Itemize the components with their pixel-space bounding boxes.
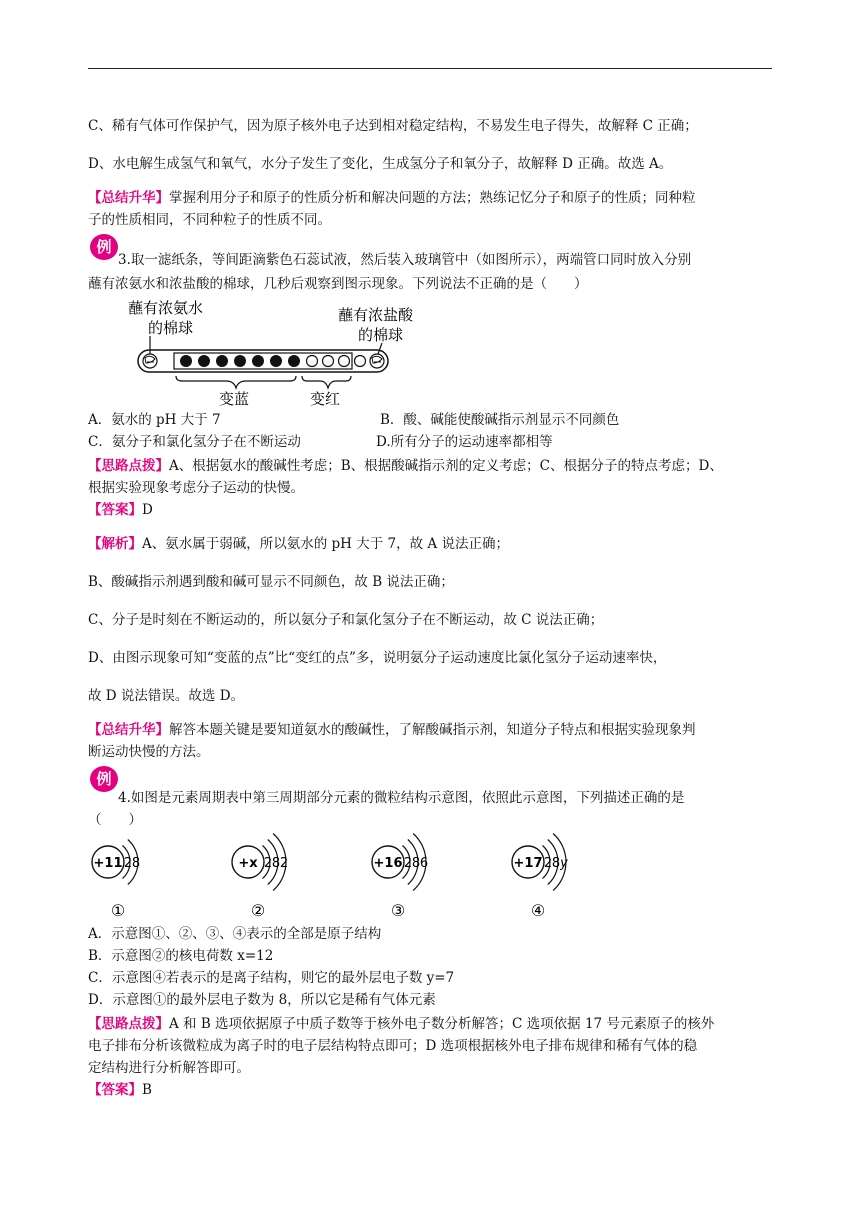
q4-hint-cont-2: 定结构进行分析解答即可。 (88, 1060, 250, 1076)
red-spot (339, 356, 350, 367)
example-badge-3: 例 (88, 234, 122, 260)
q3-explanation-1: 【解析】A、氨水属于弱碱，所以氨水的 pH 大于 7，故 A 说法正确； (88, 536, 509, 552)
atom-diagram (92, 840, 140, 921)
shell-electron-count: 2 (263, 856, 273, 871)
shell-electron-count: 8 (131, 856, 141, 871)
q4-option-c: C．示意图④若表示的是离子结构，则它的最外层电子数 y=7 (88, 970, 455, 986)
q3-option-d: D.所有分子的运动速率都相等 (376, 434, 553, 450)
diagram-number: ③ (390, 901, 406, 920)
explanation-c: C、稀有气体可作保护气，因为原子核外电子达到相对稳定结构，不易发生电子得失，故解释 C 正确； (88, 118, 698, 134)
q3-hint-cont: 根据实验现象考虑分子运动的快慢。 (88, 480, 304, 496)
diagram-number: ① (110, 901, 126, 920)
shell-electron-count: 2 (123, 856, 133, 871)
q3-explanation-3: C、分子是时刻在不断运动的，所以氨分子和氯化氢分子在不断运动，故 C 说法正确； (88, 612, 604, 628)
q4-answer: 【答案】B (88, 1082, 152, 1098)
q3-explanation-5: 故 D 说法错误。故选 D。 (88, 688, 245, 704)
blue-spot (198, 355, 210, 367)
shell-electron-count: 2 (543, 856, 553, 871)
q4-option-d: D．示意图①的最外层电子数为 8，所以它是稀有气体元素 (88, 992, 436, 1008)
q3-option-c: C．氨分子和氯化氢分子在不断运动 (88, 434, 301, 450)
blue-spot (234, 355, 246, 367)
q3-answer: 【答案】D (88, 502, 153, 518)
q3-option-b: B．酸、碱能使酸碱指示剂显示不同颜色 (380, 412, 620, 428)
blue-spot (270, 355, 282, 367)
summary-1: 【总结升华】掌握利用分子和原子的性质分析和解决问题的方法；熟练记忆分子和原子的性质；同种粒 (88, 190, 696, 206)
question-3-line1: 3.取一滤纸条，等间距滴紫色石蕊试液，然后装入玻璃管中（如图所示），两端管口同时放入分别 (118, 252, 692, 268)
nucleus-charge: +17 (513, 856, 543, 871)
shell-electron-count: y (560, 856, 568, 871)
atom-diagram (512, 834, 568, 921)
q4-hint: 【思路点拨】A 和 B 选项依据原子中质子数等于核外电子数分析解答；C 选项依据 17 号元素原子的核外 (88, 1016, 715, 1032)
label-hcl-cotton-2: 的棉球 (358, 326, 404, 344)
blue-spot (252, 355, 264, 367)
q4-hint-cont-1: 电子排布分析该微粒成为离子时的电子层结构特点即可；D 选项根据核外电子排布规律和稀有气体的稳 (88, 1038, 698, 1054)
label-turns-red: 变红 (310, 390, 341, 408)
q3-explanation-2: B、酸碱指示剂遇到酸和碱可显示不同颜色，故 B 说法正确； (88, 574, 454, 590)
shell-electron-count: 6 (419, 856, 429, 871)
explanation-d: D、水电解生成氢气和氧气，水分子发生了变化，生成氢分子和氧分子，故解释 D 正确。故选 A。 (88, 156, 673, 172)
q4-option-a: A．示意图①、②、③、④表示的全部是原子结构 (88, 926, 382, 942)
red-spot (323, 356, 334, 367)
shell-electron-count: 8 (551, 856, 561, 871)
example-badge-4: 例 (88, 766, 122, 792)
nucleus-charge: +11 (93, 856, 123, 871)
tube-experiment-figure (120, 296, 420, 408)
q3-hint: 【思路点拨】A、根据氨水的酸碱性考虑；B、根据酸碱指示剂的定义考虑；C、根据分子的特点考虑；D、 (88, 458, 723, 474)
nucleus-charge: +x (238, 856, 258, 871)
label-hcl-cotton-1: 蘸有浓盐酸 (338, 306, 414, 324)
shell-electron-count: 8 (271, 856, 281, 871)
atom-diagram (232, 834, 288, 921)
diagram-number: ② (250, 901, 266, 920)
label-ammonia-cotton-1: 蘸有浓氨水 (128, 299, 204, 317)
header-rule (88, 68, 772, 69)
question-3-line2: 蘸有浓氨水和浓盐酸的棉球，几秒后观察到图示现象。下列说法不正确的是（ ） (88, 276, 588, 292)
summary-2-cont: 断运动快慢的方法。 (88, 744, 210, 760)
blue-spot (180, 355, 192, 367)
atomic-structure-figure (86, 836, 566, 922)
summary-2: 【总结升华】解答本题关键是要知道氨水的酸碱性，了解酸碱指示剂，知道分子特点和根据实验现象判 (88, 722, 696, 738)
shell-electron-count: 2 (279, 856, 289, 871)
red-spot (355, 356, 366, 367)
diagram-number: ④ (530, 901, 546, 920)
blue-spot (216, 355, 228, 367)
atom-diagram (372, 834, 428, 921)
q4-option-b: B．示意图②的核电荷数 x=12 (88, 948, 274, 964)
question-4-line2: （ ） (88, 812, 142, 828)
q3-option-a: A．氨水的 pH 大于 7 (88, 412, 221, 428)
label-turns-blue: 变蓝 (219, 390, 250, 408)
question-4-line1: 4.如图是元素周期表中第三周期部分元素的微粒结构示意图，依照此示意图，下列描述正确的是 (118, 790, 685, 806)
shell-electron-count: 2 (403, 856, 413, 871)
label-ammonia-cotton-2: 的棉球 (148, 319, 194, 337)
summary-tag: 【总结升华】 (88, 190, 169, 206)
shell-electron-count: 8 (411, 856, 421, 871)
q3-explanation-4: D、由图示现象可知“变蓝的点”比“变红的点”多，说明氨分子运动速度比氯化氢分子运动速率快， (88, 650, 667, 666)
summary-1-cont: 子的性质相同，不同种粒子的性质不同。 (88, 212, 331, 228)
nucleus-charge: +16 (373, 856, 403, 871)
red-spot (307, 356, 318, 367)
blue-spot (288, 355, 300, 367)
